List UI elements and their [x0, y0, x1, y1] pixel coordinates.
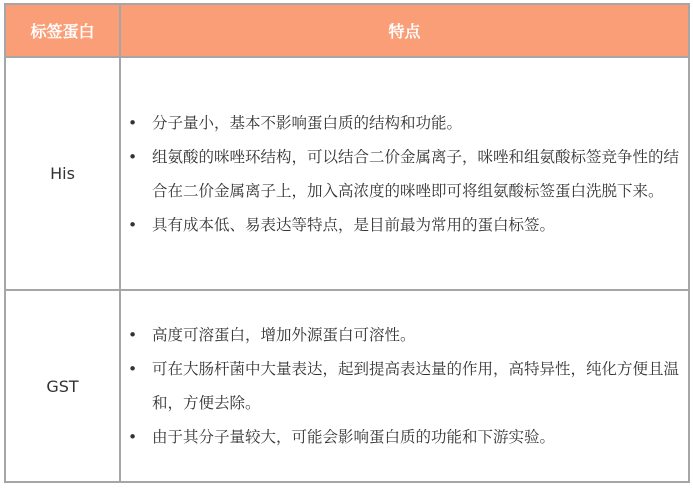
- feature-item: • 高度可溶蛋白，增加外源蛋白可溶性。: [152, 318, 682, 352]
- feature-cell: [120, 57, 689, 290]
- feature-item: • 分子量小，基本不影响蛋白质的结构和功能。: [152, 106, 682, 140]
- header-features: 特点: [120, 4, 689, 57]
- table-row-gst: [5, 290, 689, 482]
- feature-item: • 组氨酸的咪唑环结构，可以结合二价金属离子，咪唑和组氨酸标签竞争性的结合在二价金属离子上，加入高浓度的咪唑即可将组氨酸标签蛋白洗脱下来。: [152, 140, 682, 208]
- feature-item: • 具有成本低、易表达等特点，是目前最为常用的蛋白标签。: [152, 208, 682, 242]
- feature-cell: [120, 290, 689, 482]
- tag-protein-table: [4, 3, 690, 483]
- feature-list: [121, 318, 688, 454]
- tag-name: His: [5, 57, 120, 290]
- feature-item: • 可在大肠杆菌中大量表达，起到提高表达量的作用，高特异性，纯化方便且温和，方便去除。: [152, 352, 682, 420]
- table-row-his: [5, 57, 689, 290]
- header-tag-protein: 标签蛋白: [5, 4, 120, 57]
- feature-list: [121, 106, 688, 242]
- table-header-row: [5, 4, 689, 57]
- tag-name: GST: [5, 290, 120, 482]
- feature-item: • 由于其分子量较大，可能会影响蛋白质的功能和下游实验。: [152, 420, 682, 454]
